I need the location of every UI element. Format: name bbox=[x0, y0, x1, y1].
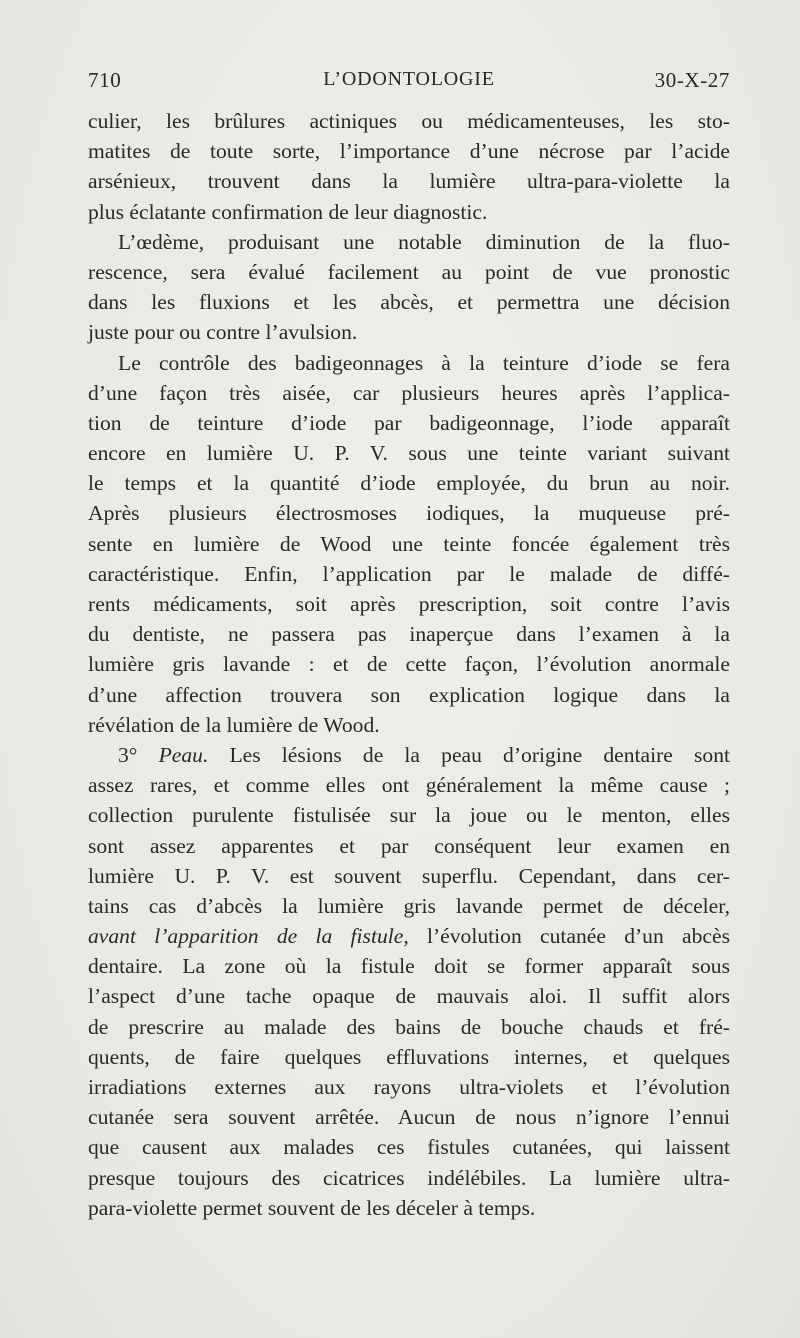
text-line: encore en lumière U. P. V. sous une teinte variant suivant bbox=[88, 441, 730, 466]
text-line: juste pour ou contre l’avulsion. bbox=[88, 320, 358, 345]
text-line: sente en lumière de Wood une teinte foncée également très bbox=[88, 531, 730, 556]
text-line: cutanée sera souvent arrêtée. Aucun de nous n’ignore l’ennui bbox=[88, 1105, 730, 1130]
text-line: dentaire. La zone où la fistule doit se former apparaît sous bbox=[88, 954, 730, 979]
text-line: tion de teinture d’iode par badigeonnage, l’iode apparaît bbox=[88, 410, 730, 435]
text-line: caractéristique. Enfin, l’application par le malade de diffé- bbox=[88, 561, 730, 586]
text-line: assez rares, et comme elles ont généralement la même cause ; bbox=[88, 773, 730, 798]
journal-title: L’ODONTOLOGIE bbox=[323, 68, 495, 90]
text-line: irradiations externes aux rayons ultra-violets et l’évolution bbox=[88, 1075, 730, 1099]
text-line: culier, les brûlures actiniques ou médicamenteuses, les sto- bbox=[88, 109, 730, 133]
text-line: que causent aux malades ces fistules cutanées, qui laissent bbox=[88, 1135, 730, 1160]
text-line: Le contrôle des badigeonnages à la teinture d’iode se fera bbox=[118, 350, 730, 375]
text-line: tains cas d’abcès la lumière gris lavande permet de déceler, bbox=[88, 893, 730, 918]
issue-date: 30-X-27 bbox=[654, 68, 730, 92]
text-line-with-italic bbox=[88, 921, 730, 951]
text-line: révélation de la lumière de Wood. bbox=[88, 712, 380, 737]
text-line: dans les fluxions et les abcès, et permettra une décision bbox=[88, 290, 730, 315]
text-line: le temps et la quantité d’iode employée, du brun au noir. bbox=[88, 471, 730, 496]
text-line: para-violette permet souvent de les déceler à temps. bbox=[88, 1195, 536, 1220]
running-header bbox=[88, 68, 730, 104]
text-line: rescence, sera évalué facilement au point de vue pronostic bbox=[88, 259, 730, 284]
text-line: du dentiste, ne passera pas inaperçue dans l’examen à la bbox=[88, 622, 730, 647]
section-number: 3° bbox=[118, 742, 159, 767]
text-line: d’une affection trouvera son explication logique dans la bbox=[88, 682, 730, 707]
text-line: presque toujours des cicatrices indélébiles. La lumière ultra- bbox=[88, 1165, 730, 1190]
text-line: lumière U. P. V. est souvent superflu. Cependant, dans cer- bbox=[88, 863, 730, 888]
text-segment: Les lésions de la peau d’origine dentaire sont bbox=[208, 742, 730, 767]
text-line: L’œdème, produisant une notable diminution de la fluo- bbox=[118, 229, 730, 254]
text-line: lumière gris lavande : et de cette façon, l’évolution anormale bbox=[88, 652, 730, 677]
text-line: quents, de faire quelques effluvations internes, et quelques bbox=[88, 1044, 730, 1069]
text-line: arsénieux, trouvent dans la lumière ultra-para-violette la bbox=[88, 169, 730, 194]
text-line: l’aspect d’une tache opaque de mauvais aloi. Il suffit alors bbox=[88, 984, 730, 1009]
text-line: matites de toute sorte, l’importance d’une nécrose par l’acide bbox=[88, 139, 730, 164]
text-line: d’une façon très aisée, car plusieurs heures après l’applica- bbox=[88, 380, 730, 405]
text-line: rents médicaments, soit après prescription, soit contre l’avis bbox=[88, 592, 730, 616]
text-line: de prescrire au malade des bains de bouche chauds et fré- bbox=[88, 1014, 730, 1039]
text-line: collection purulente fistulisée sur la joue ou le menton, elles bbox=[88, 803, 730, 828]
body-text bbox=[88, 106, 730, 1223]
text-line: sont assez apparentes et par conséquent leur examen en bbox=[88, 833, 730, 858]
text-line: Après plusieurs électrosmoses iodiques, la muqueuse pré- bbox=[88, 501, 730, 526]
page-number: 710 bbox=[88, 68, 122, 92]
text-segment: l’évolution cutanée d’un abcès bbox=[408, 924, 730, 949]
section-title: Peau. bbox=[158, 742, 209, 767]
section-heading-line bbox=[88, 740, 730, 770]
text-line: plus éclatante confirmation de leur diagnostic. bbox=[88, 199, 488, 224]
italic-phrase: avant l’apparition de la fistule, bbox=[88, 924, 409, 949]
